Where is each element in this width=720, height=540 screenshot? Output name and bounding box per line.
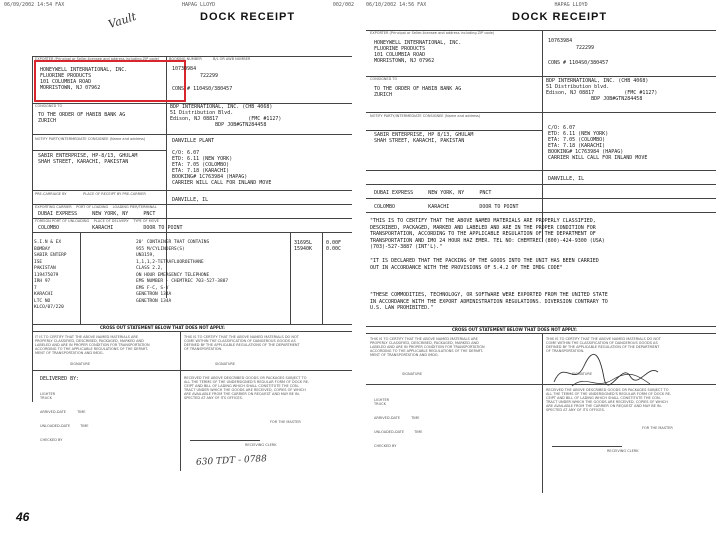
- export-statement: "THESE COMMODITIES, TECHNOLOGY, OR SOFTWARE WERE EXPORTED FROM THE UNITED STATE IN ACCORDANCE WITH THE EXPORT ADMINISTRATION REGULATIONS. DIVERSION CONTRARY TO U.S. LAW PROHIBITED.": [370, 292, 608, 311]
- forwarding-agent: BDP INTERNATIONAL, INC. (CHB 4068) 51 Distribution Blvd. Edison, NJ 08817 (FMC #1127) BDP JOB#GTN284458: [170, 104, 282, 128]
- shipper-address: HONEYWELL INTERNATIONAL, INC. FLUORINE PRODUCTS 101 COLUMBIA ROAD MORRISTOWN, NJ 07962: [40, 67, 128, 91]
- reference-number: 722299: [200, 73, 219, 79]
- notify-party: SABIR ENTERPRISE, HP-8/13, GHULAM SHAH STREET, KARACHI, PAKISTAN: [38, 153, 138, 165]
- dock-receipt-left: 06/09/2002 14:54 FAX HAPAG LLOYD 002/002 Vault DOCK RECEIPT EXPORTER (Principal or Seller-licensee and address including ZIP code) HONEYWELL INTERNATIONAL, INC. FLUORINE PRODUCTS 101 COLUMBIA ROAD MORRISTOWN, NJ 07962 BOOKING NUMBER B/L OR AWB NUMBER 10730984 722299 CONS # 1104S0/380457 CONSIGNED TO TO THE ORDER OF HABIB BANK AG ZURICH BDP INTERNATIONAL, INC. (CHB 4068) 51 Distribution Blvd. Edison, NJ 08817 (FMC #1127) BDP JOB#GTN284458 NOTIFY PARTY/INTERMEDIATE CONSIGNEE (Name and address) SABIR ENTERPRISE, HP-8/13, GHULAM SHAH STREET, KARACHI, PAKISTAN DANVILLE PLANT C/O: 6.07 ETD: 6.11 (NEW YORK) ETA: 7.05 (COLOMBO) ETA: 7.18 (KARACHI) BOOKING# 1C763984 (HAPAG) CARRIER WILL CALL FOR INLAND MOVE PRE-CARRIAGE BY PLACE OF RECEIPT BY PRE-CARRIER DANVILLE, IL EXPORTING CARRIER PORT OF LOADING LOADING PIER/TERMINAL DUBAI EXPRESS NEW YORK, NY PNCT FOREIGN PORT OF UNLOADING PLACE OF DELIVERY TYPE OF MOVE COLOMBO KARACHI DOOR TO POINT S.I.N & EX BOMBAY SABIR ENTERP ISE PAKISTAN 119475079 IRH 97 7 KARACHI LTC NO KLCO/07/220 20' CONTAINER THAT CONTAINS 955 M/CYLINDERS(S) UN3159, 1,1,1,2-TETRAFLUOROETHANE CLASS 2.2, ON HOUR EMERGENCY TELEPHONE EMS NUMBER - CHEMTREC 703-527-3887 EMS F-C, S-V GENETRON 134A GENETRON 134A 31695L 15940K 0.00F 0.00C CROSS OUT STATEMENT BELOW THAT DOES NOT APPLY: IT IS TO CERTIFY THAT THE ABOVE NAMED MATERIALS ARE PROPERLY CLASSIFIED, DESCRIBED, PACKAGED, MARKED AND LABELED AND ARE IN PROPER CONDITION FOR TRANSPORTATION ACCORDING TO THE APPLICABLE REGULATIONS OF THE DEPART- MENT OF TRANSPORTATION AND IMDG. THIS IS TO CERTIFY THAT THE ABOVE NAMED MATERIALS DO NOT COME WITHIN THE CLASSIFICATION OF DANGEROUS GOODS AS DEFINED BY THE APPLICABLE REGULATIONS OF THE DEPARTMENT OF TRANSPORTATION. SIGNATURE SIGNATURE DELIVERED BY: LIGHTER TRUCK ARRIVED-DATE TIME UNLOADED-DATE TIME CHECKED BY RECEIVED THE ABOVE DESCRIBED GOODS OR PACKAGES SUBJECT TO ALL THE TERMS OF THE UNDERSIGNED'S REGULAR FORM OF DOCK RE- CEIPT AND BILL OF LADING WHICH SHALL CONSTITUTE THE CON- TRACT UNDER WHICH THE GOODS ARE RECEIVED, COPIES OF WHICH ARE AVAILABLE FROM THE CARRIER ON REQUEST AND MAY BE IN- SPECTED AT ANY OF ITS OFFICES. FOR THE MASTER RECEIVING CLERK 630 TDT - 0788: [0, 0, 358, 500]
- crossout-heading: CROSS OUT STATEMENT BELOW THAT DOES NOT APPLY:: [452, 327, 577, 332]
- lighter-truck-label: LIGHTER TRUCK: [374, 398, 390, 406]
- receiving-clerk-label: RECEIVING CLERK: [607, 449, 639, 453]
- goods-description: 20' CONTAINER THAT CONTAINS 955 M/CYLINDERS(S) UN3159, 1,1,1,2-TETRAFLUOROETHANE CLASS 2.2, ON HOUR EMERGENCY TELEPHONE EMS NUMBER - CHEMTREC 703-527-3887 EMS F-C, S-V GENETRON 134A GENETRON 134A: [136, 240, 229, 304]
- received-statement: RECEIVED THE ABOVE DESCRIBED GOODS OR PACKAGES SUBJECT TO ALL THE TERMS OF THE UNDERSIGNED'S REGULAR FORM OF DOCK RE- CEIPT AND BILL OF LADING WHICH SHALL CONSTITUTE THE CON- TRACT UNDER WHICH THE GOODS ARE RECEIVED, COPIES OF WHICH ARE AVAILABLE FROM THE CARRIER ON REQUEST AND MAY BE IN- SPECTED AT ANY OF ITS OFFICES.: [546, 388, 672, 412]
- checked-by-label: CHECKED BY: [40, 438, 63, 442]
- arrived-label: ARRIVED-DATE TIME: [374, 416, 420, 420]
- place-of-receipt: DANVILLE, IL: [548, 176, 585, 182]
- booking-number: 10730984: [172, 66, 197, 72]
- reference-number: 722299: [576, 45, 595, 51]
- cons-number: CONS # 1104S0/380457: [172, 86, 233, 92]
- unloaded-label: UNLOADED-DATE TIME: [374, 430, 423, 434]
- consignee: TO THE ORDER OF HABIB BANK AG ZURICH: [374, 86, 462, 98]
- cons-number: CONS # 1104S0/380457: [548, 60, 609, 66]
- signature-label: SIGNATURE: [70, 362, 91, 366]
- marks-and-numbers: S.I.N & EX BOMBAY SABIR ENTERP ISE PAKISTAN 119475079 IRH 97 7 KARACHI LTC NO KLCO/07/220: [34, 240, 67, 310]
- checked-by-label: CHECKED BY: [374, 444, 397, 448]
- handwritten-note: Vault: [106, 9, 138, 32]
- received-statement: RECEIVED THE ABOVE DESCRIBED GOODS OR PACKAGES SUBJECT TO ALL THE TERMS OF THE UNDERSIGNED'S REGULAR FORM OF DOCK RE- CEIPT AND BILL OF LADING WHICH SHALL CONSTITUTE THE CON- TRACT UNDER WHICH THE GOODS ARE RECEIVED, COPIES OF WHICH ARE AVAILABLE FROM THE CARRIER ON REQUEST AND MAY BE IN- SPECTED AT ANY OF ITS OFFICES.: [184, 376, 310, 400]
- consignee: TO THE ORDER OF HABIB BANK AG ZURICH: [38, 112, 126, 124]
- vessel-row: DUBAI EXPRESS NEW YORK, NY PNCT: [38, 211, 156, 217]
- lighter-truck-label: LIGHTER TRUCK: [40, 392, 56, 400]
- page-number: 46: [16, 510, 30, 524]
- fax-header: 06/09/2002 14:54 FAX HAPAG LLOYD 002/002: [4, 2, 354, 8]
- receiving-clerk-label: RECEIVING CLERK: [245, 443, 277, 447]
- measurement: 0.00F 0.00C: [326, 240, 342, 252]
- for-master-label: FOR THE MASTER: [270, 420, 301, 424]
- notify-party: SABIR ENTERPRISE, HP 8/13, GHULAM SHAH STREET, KARACHI, PAKISTAN: [374, 132, 474, 144]
- forwarding-agent: BDP INTERNATIONAL, INC. (CHB 4068) 51 Distribution blvd. Edison, NJ 08817 (FMC #1127) BDP JOB#GTN284458: [546, 78, 658, 102]
- booking-number: 10763984: [548, 38, 573, 44]
- packing-statement: "IT IS DECLARED THAT THE PACKING OF THE GOODS INTO THE UNIT HAS BEEN CARRIED OUT IN ACCORDANCE WITH THE PROVISIONS OF 5.4.2 OF THE IMDG CODE": [370, 258, 599, 271]
- certification-right: THIS IS TO CERTIFY THAT THE ABOVE NAMED MATERIALS DO NOT COME WITHIN THE CLASSIFICATION OF DANGEROUS GOODS AS DEFINED BY THE APPLICABLE REGULATIONS OF THE DEPARTMENT OF TRANSPORTATION.: [184, 335, 300, 351]
- fax-header: 06/10/2002 14:56 FAX HAPAG LLOYD: [366, 2, 588, 8]
- highlight-box: [34, 60, 186, 102]
- point-of-origin: DANVILLE PLANT: [172, 138, 215, 144]
- hazmat-statement: "THIS IS TO CERTIFY THAT THE ABOVE NAMED MATERIALS ARE PROPERLY CLASSIFIED, DESCRIBED, PACKAGED, MARKED AND LABELED AND ARE IN THE PROPER CONDITION FOR TRANSPORTATION, ACCORDING TO THE APPLICABLE REGULATION OF THE DEPARTMENT OF TRANSPORTATION AND IMO 24 HOUR HAZ EMER. TEL NO: CHEMTREC (800)-424-9300 (USA) (703)-527-3887 (INT'L).": [370, 218, 605, 250]
- signature-label: SIGNATURE: [402, 372, 423, 376]
- page-title: DOCK RECEIPT: [512, 11, 608, 23]
- delivered-by-label: DELIVERED BY:: [40, 376, 80, 382]
- dock-receipt-right: 06/10/2002 14:56 FAX HAPAG LLOYD DOCK RECEIPT EXPORTER (Principal or Seller-licensee and address including ZIP code) HONEYWELL INTERNATIONAL, INC. FLUORINE PRODUCTS 101 COLUMBIA ROAD MORRISTOWN, NJ 07962 10763984 722299 CONS # 1104S0/380457 CONSIGNED TO TO THE ORDER OF HABIB BANK AG ZURICH BDP INTERNATIONAL, INC. (CHB 4068) 51 Distribution blvd. Edison, NJ 08817 (FMC #1127) BDP JOB#GTN284458 NOTIFY PARTY/INTERMEDIATE CONSIGNEE (Name and address) SABIR ENTERPRISE, HP 8/13, GHULAM SHAH STREET, KARACHI, PAKISTAN C/O: 6.07 ETD: 6.11 (NEW YORK) ETA: 7.05 (COLOMBO) ETA: 7.18 (KARACHI) BOOKING# 1C763984 (HAPAG) CARRIER WILL CALL FOR INLAND MOVE DANVILLE, IL DUBAI EXPRESS NEW YORK, NY PNCT COLOMBO KARACHI DOOR TO POINT "THIS IS TO CERTIFY THAT THE ABOVE NAMED MATERIALS ARE PROPERLY CLASSIFIED, DESCRIBED, PACKAGED, MARKED AND LABELED AND ARE IN THE PROPER CONDITION FOR TRANSPORTATION, ACCORDING TO THE APPLICABLE REGULATION OF THE DEPARTMENT OF TRANSPORTATION AND IMO 24 HOUR HAZ EMER. TEL NO: CHEMTREC (800)-424-9300 (USA) (703)-527-3887 (INT'L)." "IT IS DECLARED THAT THE PACKING OF THE GOODS INTO THE UNIT HAS BEEN CARRIED OUT IN ACCORDANCE WITH THE PROVISIONS OF 5.4.2 OF THE IMDG CODE" "THESE COMMODITIES, TECHNOLOGY, OR SOFTWARE WERE EXPORTED FROM THE UNITED STATE IN ACCORDANCE WITH THE EXPORT ADMINISTRATION REGULATIONS. DIVERSION CONTRARY TO U.S. LAW PROHIBITED." CROSS OUT STATEMENT BELOW THAT DOES NOT APPLY: THIS IS TO CERTIFY THAT THE ABOVE NAMED MATERIALS ARE PROPERLY CLASSIFIED, DESCRIBED, PACKAGED, MARKED AND LABELED AND ARE IN PROPER CONDITION FOR TRANSPORTATION ACCORDING TO THE APPLICABLE REGULATIONS OF THE DEPART- MENT OF TRANSPORTATION AND IMDG. THIS IS TO CERTIFY THAT THE ABOVE NAMED MATERIALS DO NOT COME WITHIN THE CLASSIFICATION OF DANGEROUS GOODS AS DEFINED BY THE APPLICABLE REGULATION OF THE DEPARTMENT OF TRANSPORTATION. SIGNATURE SIGNATURE LIGHTER TRUCK ARRIVED-DATE TIME UNLOADED-DATE TIME CHECKED BY RECEIVED THE ABOVE DESCRIBED GOODS OR PACKAGES SUBJECT TO ALL THE TERMS OF THE UNDERSIGNED'S REGULAR FORM OF DOCK RE- CEIPT AND BILL OF LADING WHICH SHALL CONSTITUTE THE CON- TRACT UNDER WHICH THE GOODS ARE RECEIVED, COPIES OF WHICH ARE AVAILABLE FROM THE CARRIER ON REQUEST AND MAY BE IN- SPECTED AT ANY OF ITS OFFICES. FOR THE MASTER RECEIVING CLERK: [362, 0, 720, 500]
- for-master-label: FOR THE MASTER: [642, 426, 673, 430]
- handwritten-reference: 630 TDT - 0788: [195, 454, 268, 468]
- ports-row: COLOMBO KARACHI DOOR TO POINT: [374, 204, 519, 210]
- arrived-label: ARRIVED-DATE TIME: [40, 410, 86, 414]
- certification-right: THIS IS TO CERTIFY THAT THE ABOVE NAMED MATERIALS DO NOT COME WITHIN THE CLASSIFICATION OF DANGEROUS GOODS AS DEFINED BY THE APPLICABLE REGULATION OF THE DEPARTMENT OF TRANSPORTATION.: [546, 337, 661, 353]
- crossout-heading: CROSS OUT STATEMENT BELOW THAT DOES NOT APPLY:: [100, 325, 225, 330]
- place-of-receipt: DANVILLE, IL: [172, 197, 209, 203]
- signature-scribble: [552, 352, 662, 392]
- ports-row: COLOMBO KARACHI DOOR TO POINT: [38, 225, 183, 231]
- page-title: DOCK RECEIPT: [200, 11, 296, 23]
- unloaded-label: UNLOADED-DATE TIME: [40, 424, 89, 428]
- vessel-row: DUBAI EXPRESS NEW YORK, NY PNCT: [374, 190, 492, 196]
- certification-left: THIS IS TO CERTIFY THAT THE ABOVE NAMED MATERIALS ARE PROPERLY CLASSIFIED, DESCRIBED, PACKAGED, MARKED AND LABELED AND ARE IN PROPER CONDITION FOR TRANSPORTATION ACCORDING TO THE APPLICABLE REGULATIONS OF THE DEPART- MENT OF TRANSPORTATION AND IMDG.: [370, 337, 485, 357]
- gross-weight: 31695L 15940K: [294, 240, 313, 252]
- shipper-address: HONEYWELL INTERNATIONAL, INC. FLUORINE PRODUCTS 101 COLUMBIA ROAD MORRISTOWN, NJ 07962: [374, 40, 462, 64]
- schedule-info: C/O: 6.07 ETD: 6.11 (NEW YORK) ETA: 7.05 (COLOMBO) ETA: 7.18 (KARACHI) BOOKING# 1C763984 (HAPAG) CARRIER WILL CALL FOR INLAND MOVE: [548, 125, 648, 161]
- certification-left: IT IS TO CERTIFY THAT THE ABOVE NAMED MATERIALS ARE PROPERLY CLASSIFIED, DESCRIBED, PACKAGED, MARKED AND LABELED AND ARE IN PROPER CONDITION FOR TRANSPORTATION ACCORDING TO THE APPLICABLE REGULATIONS OF THE DEPART- MENT OF TRANSPORTATION AND IMDG.: [35, 335, 150, 355]
- schedule-info: C/O: 6.07 ETD: 6.11 (NEW YORK) ETA: 7.05 (COLOMBO) ETA: 7.18 (KARACHI) BOOKING# 1C763984 (HAPAG) CARRIER WILL CALL FOR INLAND MOVE: [172, 150, 272, 186]
